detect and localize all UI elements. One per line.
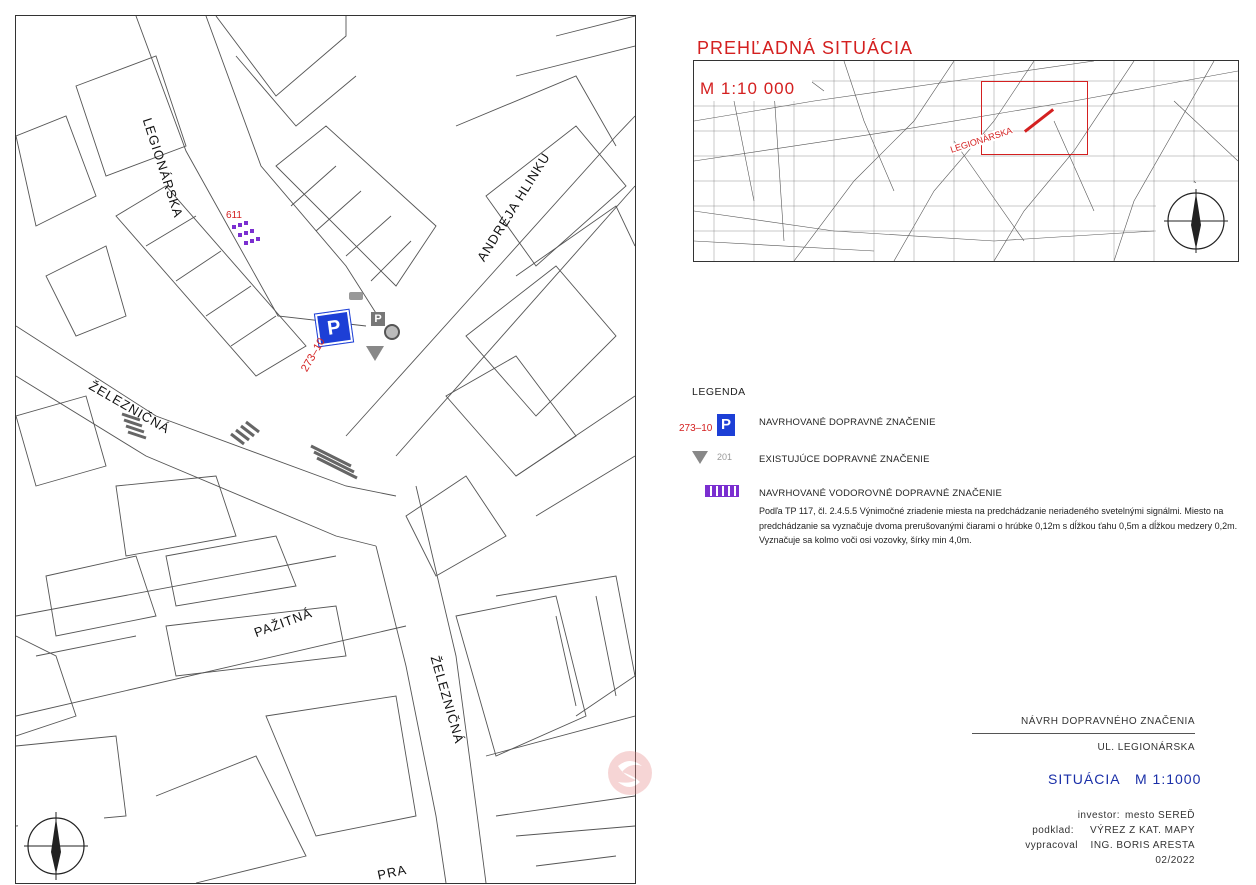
north-arrow-icon <box>18 806 104 882</box>
title-block-author-label: vypracoval <box>1025 840 1078 851</box>
overview-street-label: LEGIONÁRSKA <box>949 125 1014 155</box>
legend-horizontal-marking-icon <box>705 485 739 497</box>
parking-sign-code: 273–10 <box>299 336 328 374</box>
street-label-andreja-hlinku: ANDREJA HLINKU <box>474 149 554 264</box>
legend-existing-sign-code: 201 <box>717 452 733 462</box>
title-block-date: 02/2022 <box>1155 855 1195 866</box>
title-block-basis-label: podklad: <box>1032 825 1074 836</box>
marking-code-label: 611 <box>226 210 242 221</box>
legend-proposed-sign-label: NAVRHOVANÉ DOPRAVNÉ ZNAČENIE <box>759 417 936 428</box>
legend-existing-sign-icon <box>692 451 708 464</box>
title-block-author: ING. BORIS ARESTA <box>1090 840 1195 851</box>
street-label-bottom: PRA <box>376 861 409 883</box>
existing-sign-round-icon[interactable] <box>384 324 400 340</box>
legend-proposed-sign-symbol: P <box>720 416 731 433</box>
street-label-legionarska: LEGIONÁRSKA <box>139 116 187 220</box>
watermark-logo-icon <box>604 748 656 798</box>
existing-sign-yield-icon[interactable] <box>366 346 384 361</box>
cadastral-map-drawing <box>16 16 635 883</box>
title-block-drawing: SITUÁCIA <box>1048 771 1121 787</box>
horizontal-marking-symbol <box>230 221 264 247</box>
title-block-investor-label: investor: <box>1077 810 1120 821</box>
overview-north-arrow-icon <box>1156 183 1238 261</box>
title-block-investor: mesto SEREĎ <box>1125 810 1195 821</box>
existing-sign-arrow-icon[interactable] <box>349 292 363 300</box>
parking-sign-symbol: P <box>325 316 343 340</box>
legend-proposed-sign-code: 273–10 <box>679 423 713 434</box>
legend-existing-sign-label: EXISTUJÚCE DOPRAVNÉ ZNAČENIE <box>759 454 930 465</box>
legend-horizontal-marking-label: NAVRHOVANÉ VODOROVNÉ DOPRAVNÉ ZNAČENIE <box>759 488 1003 499</box>
existing-sign-p-icon[interactable]: P <box>371 312 385 326</box>
street-label-zeleznicna-west: ŽELEZNIČNÁ <box>86 378 173 437</box>
main-situation-map <box>15 15 636 884</box>
overview-scale: M 1:10 000 <box>700 79 796 98</box>
title-block-divider <box>972 733 1195 734</box>
title-block-scale: M 1:1000 <box>1135 771 1202 787</box>
legend-title: LEGENDA <box>692 386 746 398</box>
overview-map <box>693 60 1239 262</box>
title-block-street: UL. LEGIONÁRSKA <box>1097 742 1195 753</box>
street-label-zeleznicna-south: ŽELEZNIČNÁ <box>427 654 468 746</box>
street-label-pazitna: PAŽITNÁ <box>252 605 315 641</box>
overview-title: PREHĽADNÁ SITUÁCIA <box>697 38 914 58</box>
title-block-project: NÁVRH DOPRAVNÉHO ZNAČENIA <box>1020 716 1195 727</box>
overview-highlight-box <box>981 81 1088 155</box>
title-block-basis: VÝREZ Z KAT. MAPY <box>1090 825 1195 836</box>
legend-proposed-sign-icon <box>717 414 735 436</box>
legend-note: Podľa TP 117, čl. 2.4.5.5 Výnimočné zriadenie miesta na predchádzanie neriadeného svetelnými signálmi. Miesto na predchádzanie sa vyznačuje dvoma prerušovanými čiarami o hrúbke 0,12m s dĺžkou ťahu 0,5m a dĺžkou medzery 0,2m. Vyznačuje sa kolmo voči osi vozovky, šírky min 4,0m. <box>759 506 1238 545</box>
